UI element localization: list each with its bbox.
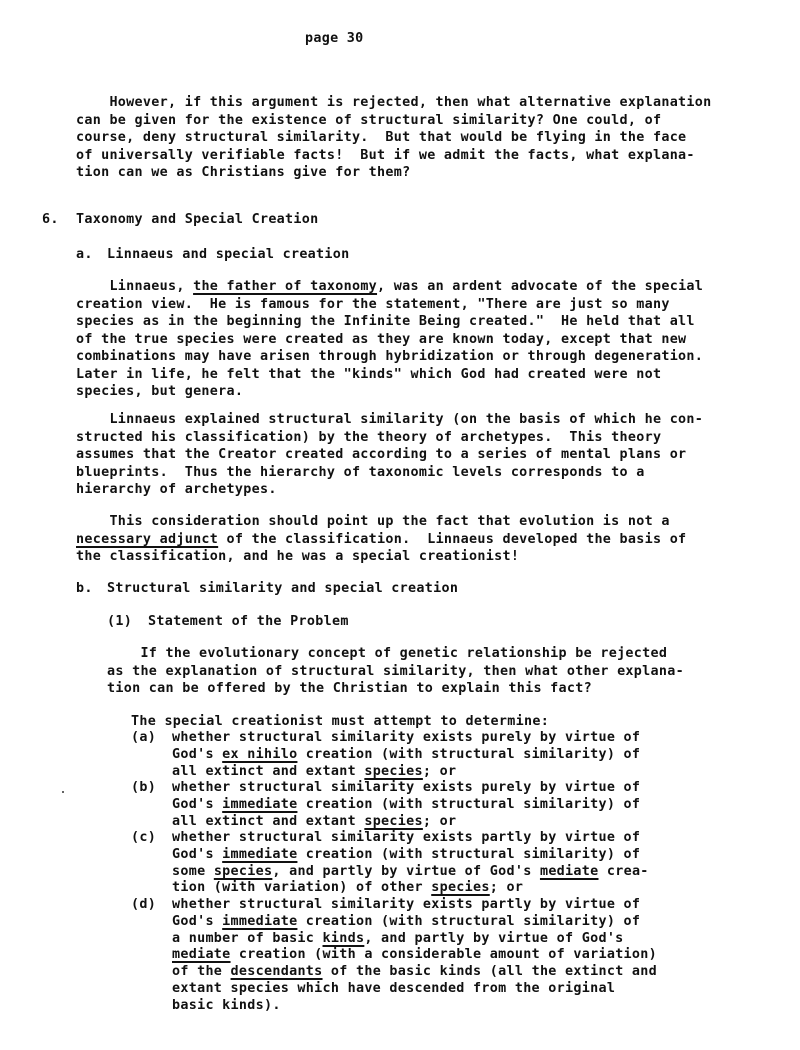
underlined-term: species <box>364 763 423 779</box>
linnaeus-paragraph-1-line: species as in the beginning the Infinite Being created." He held that all <box>76 314 695 329</box>
option-d-line: a number of basic kinds, and partly by virtue of God's <box>172 930 624 946</box>
option-a-line: whether structural similarity exists purely by virtue of <box>172 730 641 745</box>
linnaeus-paragraph-1-line: Later in life, he felt that the "kinds" which God had created were not <box>76 366 662 382</box>
page-number: page 30 <box>305 31 364 46</box>
intro-paragraph-line: of universally verifiable facts! But if we admit the facts, what explana- <box>76 147 695 163</box>
intro-paragraph-line: course, deny structural similarity. But that would be flying in the face <box>76 130 687 145</box>
underlined-term: ex nihilo <box>222 746 298 762</box>
problem-paragraph-line: as the explanation of structural similarity, then what other explana- <box>107 663 684 679</box>
option-d-line: of the descendants of the basic kinds (all the extinct and <box>172 964 658 980</box>
option-d-line: extant species which have descended from the original <box>172 981 616 996</box>
section-number: 6. <box>42 212 59 227</box>
option-a-marker: (a) <box>131 730 157 745</box>
linnaeus-paragraph-1-line: combinations may have arisen through hybridization or through degeneration. <box>76 349 704 364</box>
underlined-term: the father of taxonomy <box>193 279 378 294</box>
option-a-line: all extinct and extant species; or <box>172 763 457 779</box>
subsection-b-marker: b. <box>76 581 93 596</box>
linnaeus-paragraph-3-line: necessary adjunct of the classification. Linnaeus developed the basis of <box>76 531 687 547</box>
subsection-b-title: Structural similarity and special creation <box>107 581 459 596</box>
linnaeus-paragraph-1-line: of the true species were created as they are known today, except that new <box>76 331 687 347</box>
option-d-line: whether structural similarity exists partly by virtue of <box>172 897 641 912</box>
intro-paragraph-line: tion can we as Christians give for them? <box>76 165 411 180</box>
underlined-term: mediate <box>539 863 599 879</box>
underlined-term: mediate <box>172 947 231 963</box>
linnaeus-paragraph-1-line: species, but genera. <box>76 384 244 399</box>
option-d-line: basic kinds). <box>172 997 281 1013</box>
option-c-line: tion (with variation) of other species; or <box>172 880 524 896</box>
underlined-term: species <box>213 863 273 879</box>
linnaeus-paragraph-1-line: creation view. He is famous for the statement, "There are just so many <box>76 296 670 312</box>
linnaeus-paragraph-3-line: This consideration should point up the fact that evolution is not a <box>76 514 670 529</box>
item-1-title: Statement of the Problem <box>148 614 349 629</box>
underlined-term: immediate <box>222 796 298 812</box>
problem-paragraph-line: If the evolutionary concept of genetic relationship be rejected <box>107 646 668 661</box>
option-d-line: mediate creation (with a considerable amount of variation) <box>172 947 658 963</box>
option-c-line: some species, and partly by virtue of God's mediate crea- <box>172 863 649 879</box>
option-a-line: God's ex nihilo creation (with structural similarity) of <box>172 746 641 762</box>
linnaeus-paragraph-2-line: assumes that the Creator created according to a series of mental plans or <box>76 447 687 462</box>
option-b-line: God's immediate creation (with structural similarity) of <box>172 796 641 812</box>
item-1-marker: (1) <box>107 614 133 629</box>
underlined-term: immediate <box>222 846 298 862</box>
option-b-line: whether structural similarity exists purely by virtue of <box>172 780 641 795</box>
option-d-line: God's immediate creation (with structural similarity) of <box>172 913 641 929</box>
list-intro: The special creationist must attempt to determine: <box>131 714 550 729</box>
underlined-term: immediate <box>222 913 298 929</box>
option-b-marker: (b) <box>131 780 157 795</box>
intro-paragraph-line: However, if this argument is rejected, then what alternative explanation <box>76 95 712 110</box>
linnaeus-paragraph-2-line: blueprints. Thus the hierarchy of taxonomic levels corresponds to a <box>76 464 645 480</box>
underlined-term: descendants <box>230 964 323 980</box>
linnaeus-paragraph-3-line: the classification, and he was a special creationist! <box>76 549 520 564</box>
linnaeus-paragraph-2-line: hierarchy of archetypes. <box>76 482 277 497</box>
linnaeus-paragraph-2-line: structed his classification) by the theory of archetypes. This theory <box>76 429 662 445</box>
underlined-term: kinds <box>322 930 365 946</box>
underlined-term: species <box>364 813 423 829</box>
option-d-marker: (d) <box>131 897 157 912</box>
subsection-a-marker: a. <box>76 247 93 262</box>
option-b-line: all extinct and extant species; or <box>172 813 457 829</box>
stray-mark <box>62 791 64 793</box>
underlined-term: species <box>431 880 490 896</box>
option-c-line: whether structural similarity exists partly by virtue of <box>172 830 641 845</box>
underlined-term: necessary adjunct <box>76 531 219 547</box>
intro-paragraph-line: can be given for the existence of structural similarity? One could, of <box>76 112 662 128</box>
section-title: Taxonomy and Special Creation <box>76 212 319 227</box>
problem-paragraph-line: tion can be offered by the Christian to explain this fact? <box>107 681 592 696</box>
linnaeus-paragraph-2-line: Linnaeus explained structural similarity (on the basis of which he con- <box>76 412 704 427</box>
subsection-a-title: Linnaeus and special creation <box>107 247 350 262</box>
option-c-line: God's immediate creation (with structural similarity) of <box>172 846 641 862</box>
linnaeus-paragraph-1-line: Linnaeus, the father of taxonomy, was an ardent advocate of the special <box>76 279 704 294</box>
option-c-marker: (c) <box>131 830 157 845</box>
